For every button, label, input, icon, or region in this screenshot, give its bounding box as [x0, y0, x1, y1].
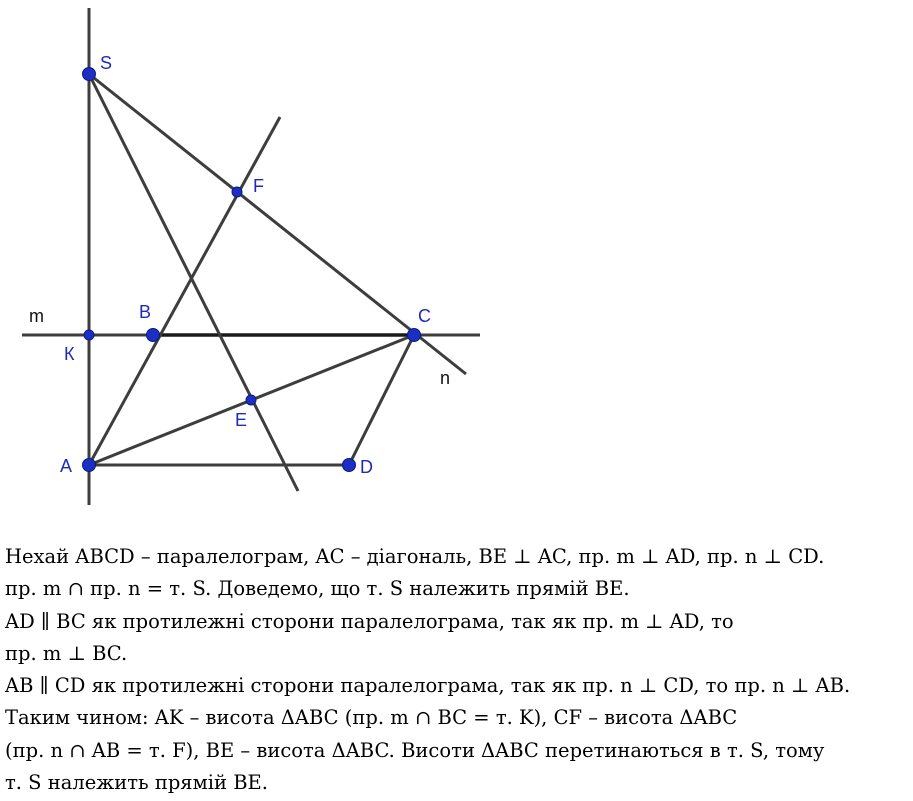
label-line-m: m [29, 306, 44, 326]
proof-line-3: AD ∥ BC як протилежні сторони паралелограма, так як пр. m ⊥ AD, то [5, 609, 734, 633]
label-k: К [64, 344, 75, 364]
point-b [147, 329, 160, 342]
proof-line-8: т. S належить прямій BE. [5, 771, 268, 795]
label-e: E [235, 410, 248, 430]
proof-line-7: (пр. n ∩ AB = т. F), BE – висота ΔABC. Висоти ΔABC перетинаються в т. S, тому [5, 738, 825, 762]
point-f [232, 187, 242, 197]
point-k [84, 330, 94, 340]
proof-line-5: AB ∥ CD як протилежні сторони паралелограма, так як пр. n ⊥ CD, то пр. n ⊥ AB. [5, 674, 851, 698]
proof-line-6: Таким чином: AK – висота ΔABC (пр. m ∩ BC = т. K), CF – висота ΔABC [5, 706, 738, 730]
label-a: A [60, 456, 73, 476]
point-c [408, 329, 421, 342]
label-line-n: n [440, 368, 451, 388]
proof-line-1: Нехай ABCD – паралелограм, AC – діагональ, BE ⊥ AC, пр. m ⊥ AD, пр. n ⊥ CD. [5, 545, 825, 568]
point-a [83, 459, 96, 472]
label-b: B [139, 302, 152, 322]
proof-line-2: пр. m ∩ пр. n = т. S. Доведемо, що т. S належить прямій BE. [5, 577, 630, 601]
label-d: D [360, 457, 373, 477]
line-abf [89, 117, 280, 465]
segment-dc [349, 335, 414, 465]
point-s [83, 68, 96, 81]
point-e [246, 395, 256, 405]
proof-line-4: пр. m ⊥ BC. [5, 641, 128, 665]
proof-text [5, 541, 910, 799]
label-s: S [100, 53, 113, 73]
line-be [89, 74, 298, 491]
label-f: F [253, 176, 264, 196]
point-d [343, 459, 356, 472]
label-c: C [418, 306, 431, 326]
